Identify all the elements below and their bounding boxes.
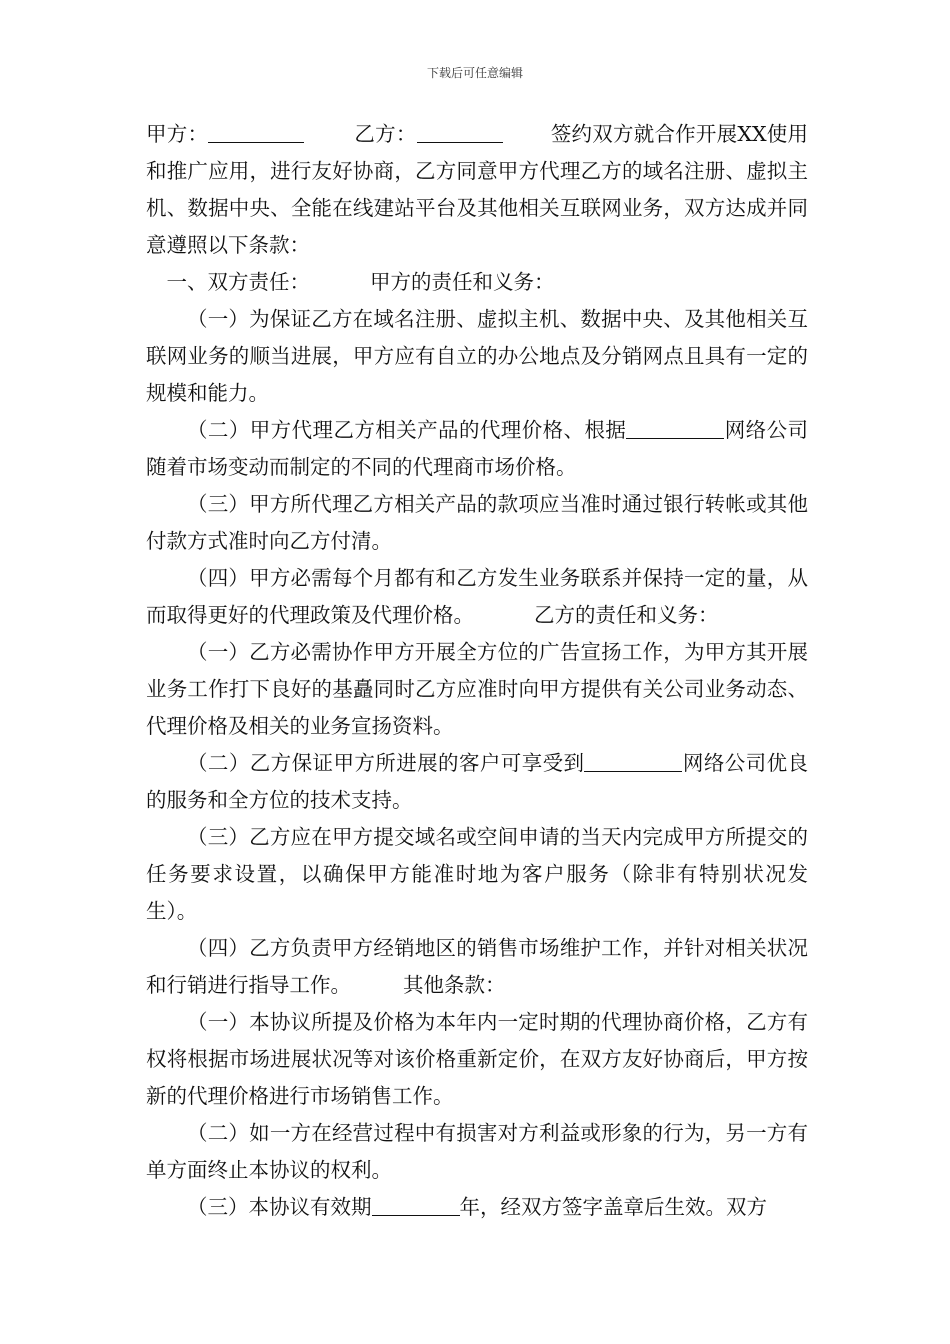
party-b-blank xyxy=(417,122,503,143)
party-b-item-1: （一）乙方必需协作甲方开展全方位的广告宣扬工作，为甲方其开展业务工作打下良好的基矗同时乙方应准时向甲方提供有关公司业务动态、代理价格及相关的业务宣扬资料。 xyxy=(146,640,808,738)
party-b-item-3: （三）乙方应在甲方提交域名或空间申请的当天内完成甲方所提交的任务要求设置，以确保甲方能准时地为客户服务（除非有特别状况发生）。 xyxy=(146,825,808,923)
party-a-label: 甲方： xyxy=(146,122,209,146)
party-a-duties-title: 甲方的责任和义务： xyxy=(370,270,555,294)
party-a-item-1: （一）为保证乙方在域名注册、虚拟主机、数据中央、及其他相关互联网业务的顺当进展，甲方应有自立的办公地点及分销网点且具有一定的规模和能力。 xyxy=(146,307,808,405)
company-blank-2 xyxy=(584,751,682,772)
party-b-item-2: （二）乙方保证甲方所进展的客户可享受到 网络公司优良的服务和全方位的技术支持。 xyxy=(146,751,809,812)
party-b-label: 乙方： xyxy=(354,122,417,146)
party-a-item-4: （四）甲方必需每个月都有和乙方发生业务联系并保持一定的量，从而取得更好的代理政策及代理价格。 乙方的责任和义务： xyxy=(146,566,808,627)
party-b-duties-title: 乙方的责任和义务： xyxy=(534,603,719,627)
section-1-title: 一、双方责任： xyxy=(166,270,310,294)
section-1-heading xyxy=(146,264,808,301)
page-header: 下载后可任意编辑 xyxy=(426,66,523,80)
other-item-2: （二）如一方在经营过程中有损害对方利益或形象的行为，另一方有单方面终止本协议的权利。 xyxy=(146,1121,808,1182)
contract-body xyxy=(146,116,808,1226)
other-item-1: （一）本协议所提及价格为本年内一定时期的代理协商价格，乙方有权将根据市场进展状况等对该价格重新定价，在双方友好协商后，甲方按新的代理价格进行市场销售工作。 xyxy=(146,1010,808,1108)
term-years-blank xyxy=(372,1195,460,1216)
intro-text: 签约双方就合作开展XX使用和推广应用，进行友好协商，乙方同意甲方代理乙方的域名注册、虚拟主机、数据中央、全能在线建站平台及其他相关互联网业务，双方达成并同意遵照以下条款： xyxy=(146,122,808,257)
party-b-item-4: （四）乙方负责甲方经销地区的销售市场维护工作，并针对相关状况和行销进行指导工作。 其他条款： xyxy=(146,936,808,997)
party-a-item-3: （三）甲方所代理乙方相关产品的款项应当准时通过银行转帐或其他付款方式准时向乙方付清。 xyxy=(146,492,808,553)
other-terms-title: 其他条款： xyxy=(403,973,506,997)
other-item-3: （三）本协议有效期 年，经双方签字盖章后生效。双方 xyxy=(187,1195,767,1219)
party-a-item-2: （二）甲方代理乙方相关产品的代理价格、根据 网络公司随着市场变动而制定的不同的代理商市场价格。 xyxy=(146,418,809,479)
company-blank-1 xyxy=(626,418,724,439)
party-a-blank xyxy=(208,122,304,143)
intro-paragraph xyxy=(146,116,808,264)
